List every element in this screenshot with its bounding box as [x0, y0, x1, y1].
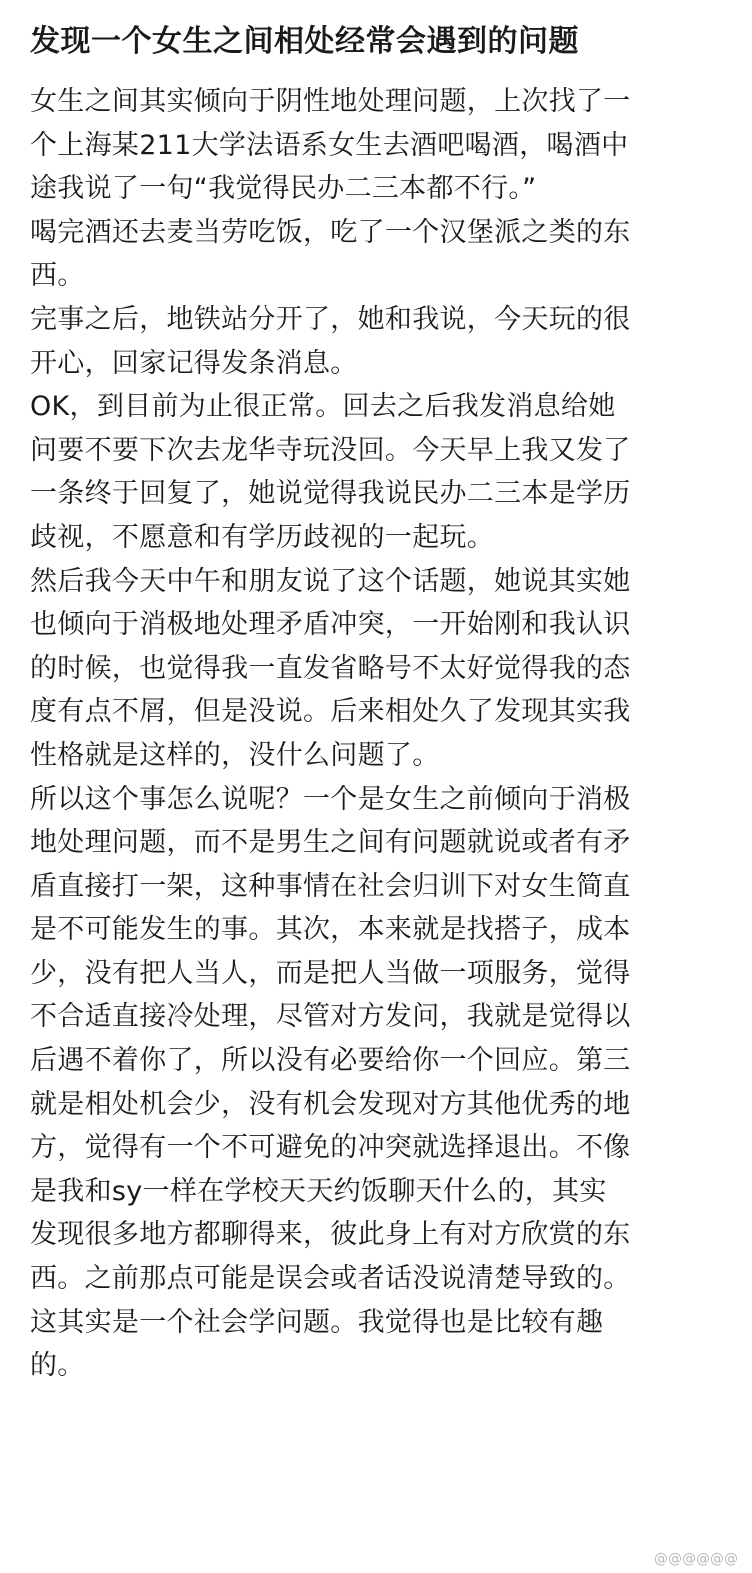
- text-line: 女生之间其实倾向于阴性地处理问题，上次找了一: [30, 86, 631, 117]
- watermark: @@@@@@: [654, 1551, 738, 1567]
- text-line: 也倾向于消极地处理矛盾冲突，一开始刚和我认识: [30, 609, 631, 641]
- text-line: 不合适直接冷处理，尽管对方发问，我就是觉得以: [30, 1001, 631, 1033]
- text-line: 的。: [30, 1350, 85, 1382]
- text-line: 性格就是这样的，没什么问题了。: [30, 739, 440, 771]
- text-line: 歧视，不愿意和有学历歧视的一起玩。: [30, 521, 495, 553]
- text-line: 就是相处机会少，没有机会发现对方其他优秀的地: [30, 1088, 631, 1120]
- text-line: 方，觉得有一个不可避免的冲突就选择退出。不像: [30, 1132, 631, 1164]
- text-line: 西。之前那点可能是误会或者话没说清楚导致的。: [30, 1263, 631, 1295]
- text-line: 西。: [30, 260, 85, 292]
- text-line: 一条终于回复了，她说觉得我说民办二三本是学历: [30, 478, 631, 510]
- text-line: 开心，回家记得发条消息。: [30, 347, 358, 379]
- text-line: 然后我今天中午和朋友说了这个话题，她说其实她: [30, 565, 631, 597]
- post-content: [30, 18, 722, 1388]
- text-line: 这其实是一个社会学问题。我觉得也是比较有趣: [30, 1306, 604, 1338]
- text-line: 完事之后，地铁站分开了，她和我说，今天玩的很: [30, 303, 631, 335]
- post-body: [30, 80, 722, 1388]
- text-line: 发现很多地方都聊得来，彼此身上有对方欣赏的东: [30, 1219, 631, 1251]
- text-line: 所以这个事怎么说呢？一个是女生之前倾向于消极: [30, 783, 631, 815]
- text-line: 途我说了一句“我觉得民办二三本都不行。”: [30, 173, 537, 205]
- text-line: 少，没有把人当人，而是把人当做一项服务，觉得: [30, 957, 631, 989]
- text-line: 是我和sy一样在学校天天约饭聊天什么的，其实: [30, 1175, 607, 1207]
- text-line: 喝完酒还去麦当劳吃饭，吃了一个汉堡派之类的东: [30, 216, 631, 248]
- text-line: 的时候，也觉得我一直发省略号不太好觉得我的态: [30, 652, 631, 684]
- text-line: 后遇不着你了，所以没有必要给你一个回应。第三: [30, 1045, 631, 1077]
- post-title: 发现一个女生之间相处经常会遇到的问题: [30, 24, 579, 59]
- text-line: 个上海某211大学法语系女生去酒吧喝酒，喝酒中: [30, 129, 629, 161]
- text-line: OK，到目前为止很正常。回去之后我发消息给她: [30, 391, 616, 423]
- text-line: 盾直接打一架，这种事情在社会归训下对女生简直: [30, 870, 631, 902]
- text-line: 地处理问题，而不是男生之间有问题就说或者有矛: [30, 827, 631, 859]
- text-line: 是不可能发生的事。其次，本来就是找搭子，成本: [30, 914, 631, 946]
- text-line: 问要不要下次去龙华寺玩没回。今天早上我又发了: [30, 434, 631, 466]
- text-line: 度有点不屑，但是没说。后来相处久了发现其实我: [30, 696, 631, 728]
